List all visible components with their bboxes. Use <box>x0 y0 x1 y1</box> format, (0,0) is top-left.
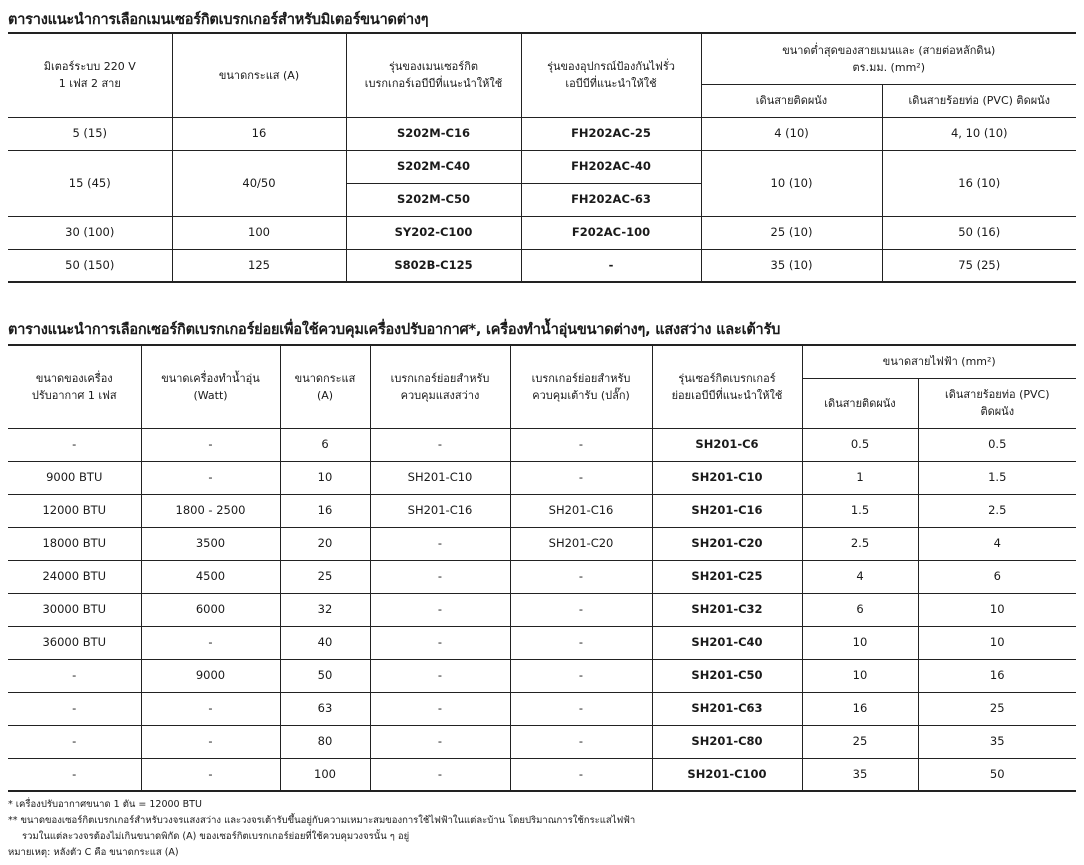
cell-heater: - <box>141 725 280 758</box>
cell-cable-wall: 1 <box>802 461 918 494</box>
header-cable-group: ขนาดสายไฟฟ้า (mm²) <box>802 345 1076 378</box>
cell-heater: - <box>141 428 280 461</box>
table-row <box>8 692 1076 725</box>
table-row: S202M-C50 FH202AC-63 <box>8 183 1076 216</box>
cell-current: 25 <box>280 560 370 593</box>
cell-cable-wall: 10 <box>802 626 918 659</box>
cell-socket: - <box>510 659 652 692</box>
cell-heater: - <box>141 758 280 791</box>
cell-cable-wall: 10 <box>802 659 918 692</box>
cell-lighting: SH201-C10 <box>370 461 510 494</box>
cell-cable-wall: 16 <box>802 692 918 725</box>
cell-lighting: - <box>370 560 510 593</box>
cell-current: 10 <box>280 461 370 494</box>
cell-current: 20 <box>280 527 370 560</box>
header-cable-group: ขนาดต่ำสุดของสายเมนและ (สายต่อหลักดิน) ตร.มม. (mm²) <box>701 33 1076 84</box>
cell-lighting: - <box>370 725 510 758</box>
header-heater: ขนาดเครื่องทำน้ำอุ่น (Watt) <box>141 345 280 428</box>
cell-socket: SH201-C20 <box>510 527 652 560</box>
sub-breaker-table <box>8 344 1076 792</box>
cell-model: SH201-C63 <box>652 692 802 725</box>
cell-heater: 6000 <box>141 593 280 626</box>
cell-current: 100 <box>280 758 370 791</box>
cell-current: 16 <box>280 494 370 527</box>
cell-cable-pvc: 10 <box>918 626 1076 659</box>
header-cable-wall: เดินสายติดผนัง <box>802 378 918 428</box>
cell-heater: - <box>141 461 280 494</box>
table-row <box>8 560 1076 593</box>
cell-socket: - <box>510 725 652 758</box>
cell-socket: - <box>510 560 652 593</box>
table-row <box>8 659 1076 692</box>
header-current: ขนาดกระแส (A) <box>172 33 346 117</box>
cell-lighting: - <box>370 527 510 560</box>
footnote-breaker-size-cont: รวมในแต่ละวงจรต้องไม่เกินขนาดพิกัด (A) ของเซอร์กิตเบรกเกอร์ย่อยที่ใช้ควบคุมวงจรนั้น ๆ อยู่ <box>22 831 410 842</box>
cell-aircon: 30000 BTU <box>8 593 141 626</box>
cell-lighting: - <box>370 758 510 791</box>
cell-cable-wall: 1.5 <box>802 494 918 527</box>
cell-cable-wall: 2.5 <box>802 527 918 560</box>
table-row: 5 (15) 16 S202M-C16 FH202AC-25 4 (10) 4, 10 (10) <box>8 117 1076 150</box>
cell-model: SH201-C80 <box>652 725 802 758</box>
cell-socket: - <box>510 626 652 659</box>
cell-cable-pvc: 35 <box>918 725 1076 758</box>
footnote-breaker-size: ** ขนาดของเซอร์กิตเบรกเกอร์สำหรับวงจรแสงสว่าง และวงจรเต้ารับขึ้นอยู่กับความเหมาะสมของการใช้ไฟฟ้าในแต่ละบ้าน โดยปริมาณการใช้กระแสไฟฟ้า <box>8 815 636 826</box>
header-cable-pvc: เดินสายร้อยท่อ (PVC) ติดผนัง <box>918 378 1076 428</box>
cell-aircon: 24000 BTU <box>8 560 141 593</box>
header-current: ขนาดกระแส (A) <box>280 345 370 428</box>
table-row <box>8 461 1076 494</box>
cell-heater: 4500 <box>141 560 280 593</box>
cell-cable-pvc: 4 <box>918 527 1076 560</box>
cell-heater: 9000 <box>141 659 280 692</box>
table-row <box>8 494 1076 527</box>
cell-lighting: SH201-C16 <box>370 494 510 527</box>
cell-current: 63 <box>280 692 370 725</box>
cell-model: SH201-C6 <box>652 428 802 461</box>
cell-aircon: 12000 BTU <box>8 494 141 527</box>
cell-model: SH201-C100 <box>652 758 802 791</box>
cell-aircon: - <box>8 428 141 461</box>
header-cable-wall: เดินสายติดผนัง <box>701 84 882 117</box>
cell-lighting: - <box>370 626 510 659</box>
header-model: รุ่นเซอร์กิตเบรกเกอร์ ย่อยเอบีบีที่แนะนำให้ใช้ <box>652 345 802 428</box>
header-aircon: ขนาดของเครื่อง ปรับอากาศ 1 เฟส <box>8 345 141 428</box>
cell-heater: 3500 <box>141 527 280 560</box>
cell-lighting: - <box>370 692 510 725</box>
header-main-breaker: รุ่นของเมนเซอร์กิต เบรกเกอร์เอบีบีที่แนะนำให้ใช้ <box>346 33 521 117</box>
cell-model: SH201-C10 <box>652 461 802 494</box>
footnotes <box>8 797 635 861</box>
footnote-remark: หมายเหตุ: หลังตัว C คือ ขนาดกระแส (A) <box>8 847 179 858</box>
cell-model: SH201-C25 <box>652 560 802 593</box>
header-rcd: รุ่นของอุปกรณ์ป้องกันไฟรั่ว เอบีบีที่แนะนำให้ใช้ <box>521 33 701 117</box>
cell-lighting: - <box>370 428 510 461</box>
table1-title: ตารางแนะนำการเลือกเมนเซอร์กิตเบรกเกอร์สำหรับมิเตอร์ขนาดต่างๆ <box>8 12 429 28</box>
cell-cable-pvc: 25 <box>918 692 1076 725</box>
cell-lighting: - <box>370 659 510 692</box>
cell-cable-pvc: 10 <box>918 593 1076 626</box>
cell-cable-wall: 35 <box>802 758 918 791</box>
cell-model: SH201-C16 <box>652 494 802 527</box>
cell-socket: - <box>510 428 652 461</box>
cell-socket: - <box>510 593 652 626</box>
table-row: 30 (100) 100 SY202-C100 F202AC-100 25 (10) 50 (16) <box>8 216 1076 249</box>
header-meter: มิเตอร์ระบบ 220 V 1 เฟส 2 สาย <box>8 33 172 117</box>
table-row <box>8 428 1076 461</box>
cell-cable-pvc: 16 <box>918 659 1076 692</box>
table-row <box>8 626 1076 659</box>
cell-socket: - <box>510 461 652 494</box>
cell-current: 40 <box>280 626 370 659</box>
header-lighting: เบรกเกอร์ย่อยสำหรับ ควบคุมแสงสว่าง <box>370 345 510 428</box>
header-socket: เบรกเกอร์ย่อยสำหรับ ควบคุมเต้ารับ (ปลั๊ก) <box>510 345 652 428</box>
table-row <box>8 725 1076 758</box>
cell-current: 80 <box>280 725 370 758</box>
table-row <box>8 527 1076 560</box>
footnote-aircon-ton: * เครื่องปรับอากาศขนาด 1 ตัน = 12000 BTU <box>8 799 202 810</box>
cell-model: SH201-C40 <box>652 626 802 659</box>
cell-model: SH201-C50 <box>652 659 802 692</box>
cell-lighting: - <box>370 593 510 626</box>
cell-socket: - <box>510 692 652 725</box>
cell-cable-wall: 25 <box>802 725 918 758</box>
cell-heater: 1800 - 2500 <box>141 494 280 527</box>
cell-aircon: - <box>8 692 141 725</box>
cell-heater: - <box>141 692 280 725</box>
cell-aircon: - <box>8 659 141 692</box>
cell-current: 50 <box>280 659 370 692</box>
cell-aircon: - <box>8 758 141 791</box>
cell-cable-pvc: 2.5 <box>918 494 1076 527</box>
cell-cable-wall: 6 <box>802 593 918 626</box>
cell-cable-pvc: 0.5 <box>918 428 1076 461</box>
cell-socket: SH201-C16 <box>510 494 652 527</box>
cell-model: SH201-C32 <box>652 593 802 626</box>
main-breaker-table <box>8 32 1076 283</box>
cell-aircon: 36000 BTU <box>8 626 141 659</box>
cell-cable-pvc: 50 <box>918 758 1076 791</box>
cell-aircon: 9000 BTU <box>8 461 141 494</box>
cell-current: 6 <box>280 428 370 461</box>
table-row <box>8 593 1076 626</box>
cell-socket: - <box>510 758 652 791</box>
cell-current: 32 <box>280 593 370 626</box>
cell-cable-pvc: 6 <box>918 560 1076 593</box>
table-row: 50 (150) 125 S802B-C125 - 35 (10) 75 (25) <box>8 249 1076 282</box>
table2-title: ตารางแนะนำการเลือกเซอร์กิตเบรกเกอร์ย่อยเพื่อใช้ควบคุมเครื่องปรับอากาศ*, เครื่องทำน้ำอุ่นขนาดต่างๆ, แสงสว่าง และเต้ารับ <box>8 322 781 338</box>
cell-cable-wall: 4 <box>802 560 918 593</box>
header-cable-pvc: เดินสายร้อยท่อ (PVC) ติดผนัง <box>882 84 1076 117</box>
cell-model: SH201-C20 <box>652 527 802 560</box>
cell-aircon: - <box>8 725 141 758</box>
cell-cable-pvc: 1.5 <box>918 461 1076 494</box>
cell-aircon: 18000 BTU <box>8 527 141 560</box>
cell-heater: - <box>141 626 280 659</box>
cell-cable-wall: 0.5 <box>802 428 918 461</box>
table-row <box>8 758 1076 791</box>
table-row: 15 (45) 40/50 S202M-C40 FH202AC-40 10 (10) 16 (10) <box>8 150 1076 183</box>
